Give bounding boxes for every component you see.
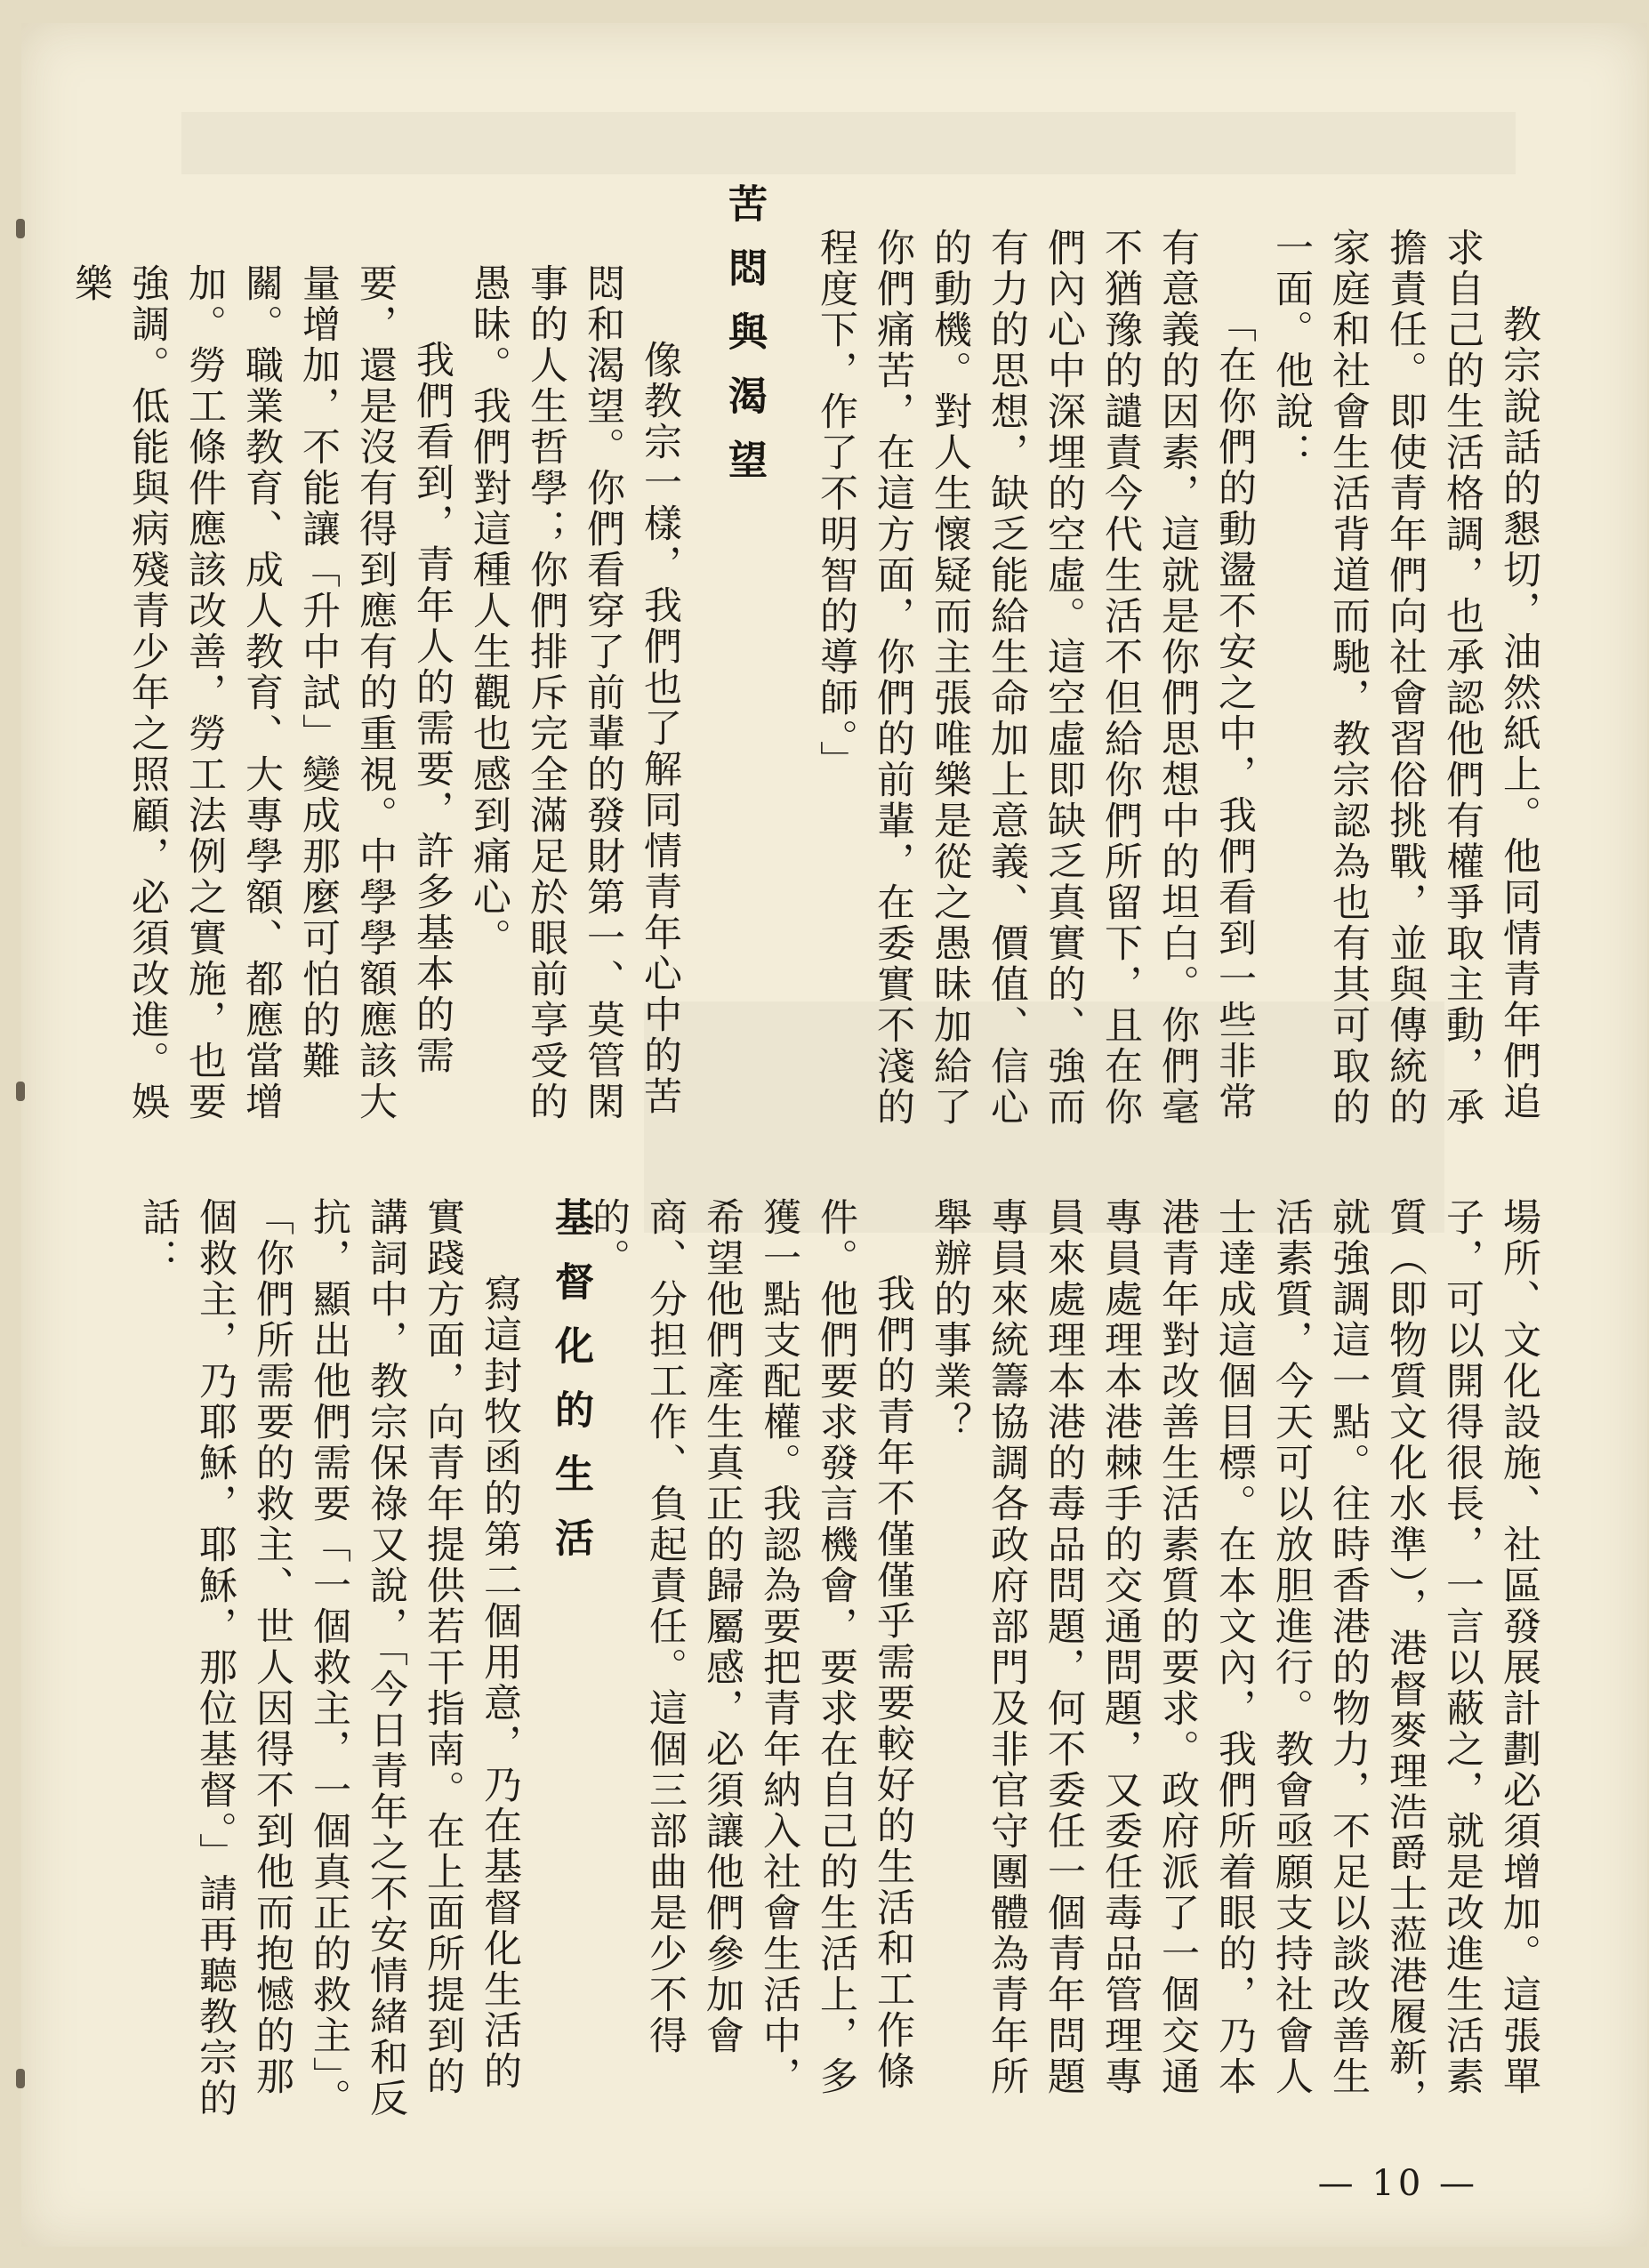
bleed-through-top	[181, 112, 1516, 174]
paragraph-voice: 我們的青年不僅僅乎需要較好的生活和工作條件。他們要求發言機會，要求在自己的生活上，多獲一點支配權。我認為要把青年納入社會生活中，希望他們產生真正的歸屬感，必須讓他們參加會商、分担工作、負起責任。這個三部曲是少不得的。	[586, 1197, 915, 2097]
section-heading-christian-life: 基督化的生活	[548, 1197, 593, 1581]
binding-hole-2	[16, 1082, 25, 1101]
top-text-block-a	[809, 228, 1548, 1135]
paragraph-quote: 「在你們的動盪不安之中，我們看到一些非常有意義的因素，這就是你們思想中的坦白。你們毫不猶豫的譴責今代生活不但給你們所留下，且在你們內心中深埋的空虛。這空虛即缺乏真實的、強而有力的思想，缺乏能給生命加上意義、價值、信心的動機。對人生懷疑而主張唯樂是從之愚昧加給了你們痛苦，在這方面，你們的前輩，在委實不淺的程度下，作了不明智的導師。」	[814, 228, 1257, 1128]
document-page	[21, 23, 1647, 2247]
page-number: — 10 —	[1317, 2163, 1478, 2204]
section-heading-suffering: 苦悶與渴望	[721, 183, 767, 503]
paragraph-intro: 教宗說話的懇切，油然紙上。他同情青年們追求自己的生活格調，也承認他們有權爭取主動，承擔責任。即使青年們向社會習俗挑戰，並與傳統的家庭和社會生活背道而馳，教宗認為也有其可取的一面。他說：	[1269, 228, 1541, 1128]
paragraph-guidance: 寫這封牧函的第二個用意，乃在基督化生活的實踐方面，向青年提供若干指南。在上面所提到的講詞中，教宗保祿又說，「今日青年之不安情緒和反抗，顯出他們需要「一個救主，一個真正的救主」。「你們所需要的救主、世人因得不到他而抱憾的那個救主，乃耶穌，耶穌，那位基督。」請再聽教宗的話：	[136, 1197, 522, 2119]
binding-hole-3	[16, 2069, 25, 2088]
binding-hole-1	[16, 219, 25, 238]
bottom-text-block-a	[586, 1197, 1548, 2131]
paragraph-needs: 我們看到，青年人的需要，許多基本的需要，還是沒有得到應有的重視。中學學額應該大量增加，不能讓「升中試」變成那麼可怕的難關。職業教育、成人教育、大專學額、都應當增加。勞工條件應該改善，勞工法例之實施，也要強調。低能與病殘青少年之照顧，必須改進。娛樂	[68, 263, 454, 1122]
bottom-text-block-b	[136, 1197, 528, 2122]
top-text-block-b	[68, 263, 688, 1153]
paragraph-facilities: 場所、文化設施、社區發展計劃必須增加。這張單子，可以開得很長，一言以蔽之，就是改進生活素質（即物質文化水準），港督麥理浩爵士蒞港履新，就強調這一點。往時香港的物力，不足以談改善生活素質，今天可以放胆進行。教會亟願支持社會人士達成這個目標。在本文內，我們所着眼的，乃本港青年對改善生活素質的要求。政府派了一個交通專員處理本港棘手的交通問題，又委任毒品管理專員來處理本港的毒品問題，何不委任一個青年問題專員來統籌協調各政府部門及非官守團體為青年所舉辦的事業？	[928, 1197, 1541, 2119]
paragraph-empathy: 像教宗一樣，我們也了解同情青年心中的苦悶和渴望。你們看穿了前輩的發財第一、莫管閑事的人生哲學；你們排斥完全滿足於眼前享受的愚昧。我們對這種人生觀也感到痛心。	[467, 263, 682, 1122]
